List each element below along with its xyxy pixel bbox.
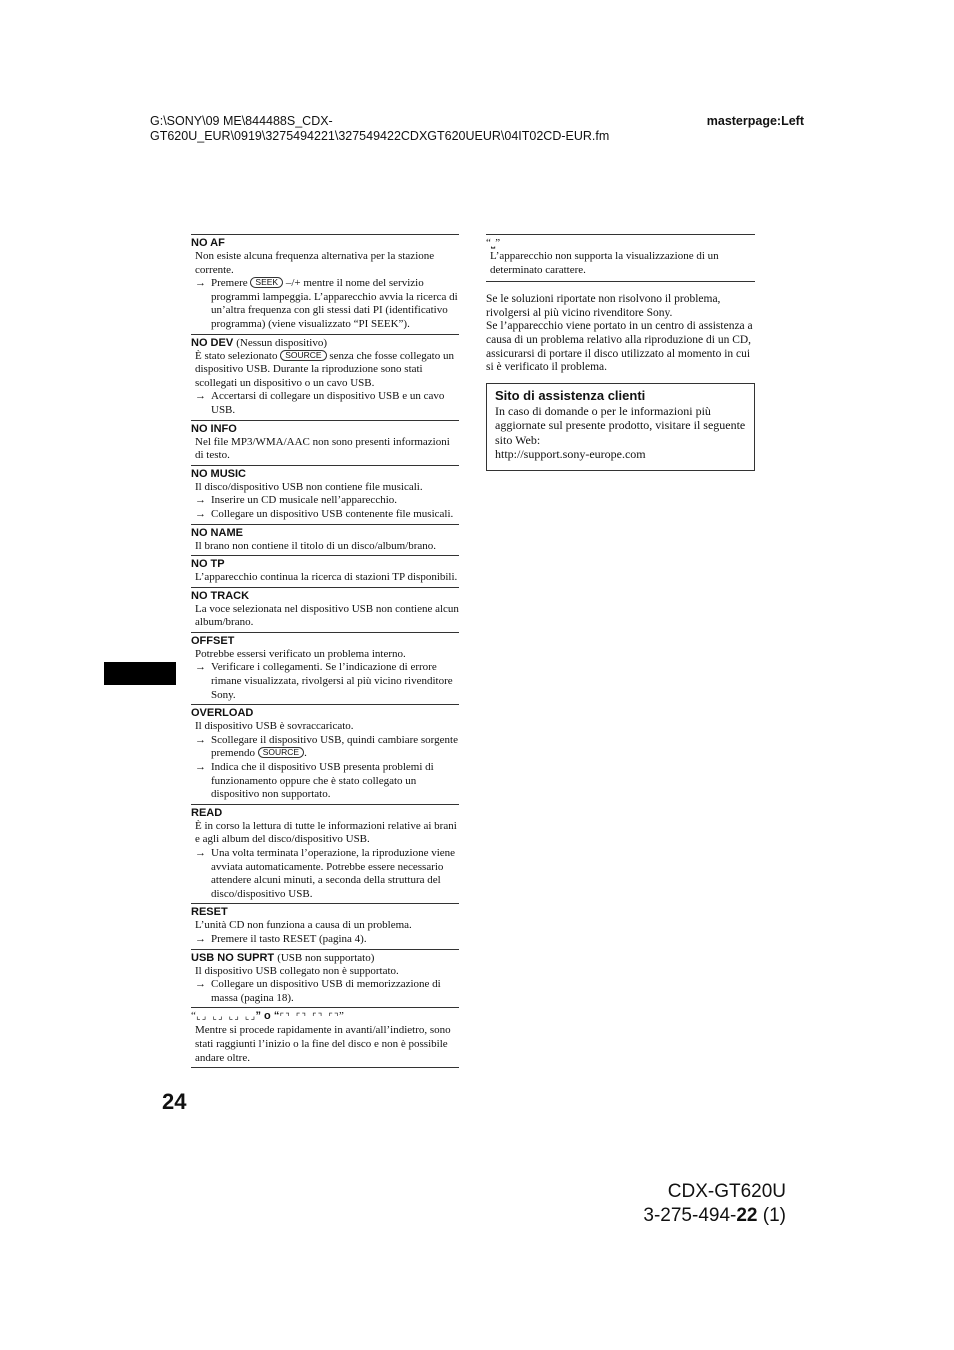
entry-description: Il dispositivo USB collegato non è supportato. bbox=[195, 964, 399, 977]
model-footer bbox=[643, 1180, 786, 1228]
entry-no-info bbox=[191, 420, 459, 465]
description-text: È stato selezionato bbox=[195, 349, 278, 362]
entry-seek-limits bbox=[191, 1007, 459, 1068]
remedy-text: –/+ mentre il nome del servizio programmi lampeggia. L’apparecchio avvia la ricerca di un’altra frequenza con gli stessi dati PI (identificativo programma) (viene visualizzato “PI SEEK”). bbox=[211, 277, 458, 330]
entry-title: OVERLOAD bbox=[191, 707, 254, 720]
masterpage-label: masterpage:Left bbox=[706, 114, 804, 128]
segment-display-start-glyphs: ⌞⌟ ⌞⌟ ⌞⌟ ⌞⌟ bbox=[195, 1012, 256, 1023]
error-list-left-column bbox=[191, 234, 459, 1068]
entry-no-af bbox=[191, 234, 459, 334]
seek-key-badge: SEEK bbox=[250, 277, 283, 288]
remedy-text: Scollegare il dispositivo USB, quindi cambiare sorgente premendo bbox=[211, 733, 458, 760]
support-site-box bbox=[486, 383, 755, 472]
quote-mark: “ bbox=[191, 1010, 196, 1023]
entry-description: L’apparecchio continua la ricerca di stazioni TP disponibili. bbox=[195, 571, 458, 584]
code-revision: 22 bbox=[736, 1205, 758, 1226]
page-number: 24 bbox=[162, 1089, 187, 1114]
entry-description: Nel file MP3/WMA/AAC non sono presenti informazioni di testo. bbox=[195, 435, 450, 462]
entry-title-text: “⎵” bbox=[486, 237, 501, 249]
paragraph-contact-dealer: Se le soluzioni riportate non risolvono il problema, rivolgersi al più vicino rivenditore Sony. bbox=[486, 293, 721, 319]
quote-mark: ” bbox=[338, 1010, 344, 1023]
entry-title: OFFSET bbox=[191, 634, 235, 647]
paragraph-service-center: Se l’apparecchio viene portato in un centro di assistenza a causa di un problema relativo alla riproduzione di un CD, assicurarsi di portare il disco utilizzato al momento in cui si è verificato il problema. bbox=[486, 320, 753, 374]
entry-title bbox=[191, 952, 459, 965]
entry-usb-no-suprt bbox=[191, 949, 459, 1008]
entry-description: Non esiste alcuna frequenza alternativa per la stazione corrente. bbox=[195, 250, 435, 276]
entry-title: NO AF bbox=[191, 237, 225, 249]
entry-remedy: → Indica che il dispositivo USB presenta problemi di funzionamento oppure che è stato collegato un dispositivo non supportato. bbox=[191, 761, 459, 802]
entry-title: NO TRACK bbox=[191, 589, 250, 602]
entry-remedy bbox=[191, 277, 459, 331]
entry-remedy: → Verificare i collegamenti. Se l’indicazione di errore rimane visualizzata, rivolgersi al più vicino rivenditore Sony. bbox=[191, 661, 459, 702]
source-key-badge: SOURCE bbox=[258, 747, 304, 758]
entry-remedy: → Accertarsi di collegare un dispositivo USB e un cavo USB. bbox=[191, 390, 459, 417]
model-name: CDX-GT620U bbox=[667, 1181, 786, 1202]
entry-title: NO MUSIC bbox=[191, 467, 246, 480]
segment-display-end-glyphs: ⌜⌝ ⌜⌝ ⌜⌝ ⌜⌝ bbox=[279, 1012, 339, 1023]
entry-title bbox=[486, 237, 755, 250]
entry-no-track bbox=[191, 587, 459, 632]
entry-description bbox=[191, 350, 459, 391]
support-url-link[interactable]: http://support.sony-europe.com bbox=[495, 446, 646, 461]
entry-title-text: USB NO SUPRT bbox=[191, 951, 275, 964]
entry-description: Il brano non contiene il titolo di un disco/album/brano. bbox=[195, 539, 437, 552]
entry-description: Potrebbe essersi verificato un problema interno. bbox=[195, 647, 406, 660]
entry-read bbox=[191, 804, 459, 904]
entry-title: NO NAME bbox=[191, 526, 243, 539]
source-key-badge: SOURCE bbox=[280, 350, 326, 361]
entry-title bbox=[191, 1010, 459, 1024]
entry-title: READ bbox=[191, 806, 223, 819]
entry-description: Mentre si procede rapidamente in avanti/all’indietro, sono stati raggiunti l’inizio o la fine del disco e non è possibile andare oltre. bbox=[195, 1024, 451, 1064]
entry-overload bbox=[191, 704, 459, 804]
entry-title: NO INFO bbox=[191, 422, 237, 435]
entry-description: La voce selezionata nel dispositivo USB non contiene alcun album/brano. bbox=[195, 602, 459, 629]
entry-reset bbox=[191, 903, 459, 948]
remedy-text: . bbox=[304, 747, 307, 760]
entry-title: NO TP bbox=[191, 558, 225, 571]
right-column bbox=[486, 234, 755, 471]
entry-no-music bbox=[191, 465, 459, 524]
entry-title bbox=[191, 337, 459, 350]
entry-remedy: → Una volta terminata l’operazione, la riproduzione viene avviata automaticamente. Potrebbe essere necessario attendere alcuni minuti, a seconda della struttura del disco/dispositivo USB. bbox=[191, 847, 459, 901]
entry-description: L’apparecchio non supporta la visualizzazione di un determinato carattere. bbox=[490, 250, 719, 276]
entry-subtitle: (USB non supportato) bbox=[277, 951, 375, 964]
entry-title-text: NO DEV bbox=[191, 336, 234, 349]
entry-remedy: → Inserire un CD musicale nell’apparecchio. bbox=[191, 494, 459, 508]
entry-description: Il dispositivo USB è sovraccaricato. bbox=[195, 720, 354, 733]
entry-remedy: → Premere il tasto RESET (pagina 4). bbox=[191, 933, 459, 947]
file-path-header: G:\SONY\09 ME\844488S_CDX-GT620U_EUR\0919\3275494221\327549422CDXGT620UEUR\04IT02CD-EUR.fm bbox=[150, 114, 610, 143]
entry-description: È in corso la lettura di tutte le informazioni relative ai brani e agli album del disco/dispositivo USB. bbox=[195, 819, 457, 846]
entry-remedy: → Collegare un dispositivo USB di memorizzazione di massa (pagina 18). bbox=[191, 978, 459, 1005]
entry-remedy bbox=[191, 734, 459, 761]
entry-remedy: → Collegare un dispositivo USB contenente file musicali. bbox=[191, 508, 459, 522]
entry-subtitle: (Nessun dispositivo) bbox=[236, 336, 327, 349]
remedy-text: Premere bbox=[211, 277, 248, 290]
entry-unsupported-character bbox=[486, 234, 755, 282]
entry-no-name bbox=[191, 524, 459, 556]
code-suffix: (1) bbox=[757, 1205, 786, 1226]
support-box-text: In caso di domande o per le informazioni più aggiornate sul presente prodotto, visitare il seguente sito Web: bbox=[495, 403, 746, 447]
section-tab-marker bbox=[104, 662, 176, 685]
description-text: senza che fosse collegato un dispositivo USB. Durante la riproduzione sono stati scollegati un dispositivo o un cavo USB. bbox=[195, 349, 454, 389]
entry-no-dev bbox=[191, 334, 459, 420]
entry-title: RESET bbox=[191, 906, 228, 919]
entry-description: Il disco/dispositivo USB non contiene file musicali. bbox=[195, 480, 423, 493]
document-code bbox=[643, 1204, 786, 1228]
support-box-title: Sito di assistenza clienti bbox=[495, 387, 646, 403]
code-prefix: 3-275-494- bbox=[643, 1205, 737, 1226]
entry-offset bbox=[191, 632, 459, 704]
entry-no-tp bbox=[191, 555, 459, 587]
entry-description: L’unità CD non funziona a causa di un problema. bbox=[195, 919, 412, 932]
title-connector: ” o “ bbox=[255, 1010, 280, 1023]
